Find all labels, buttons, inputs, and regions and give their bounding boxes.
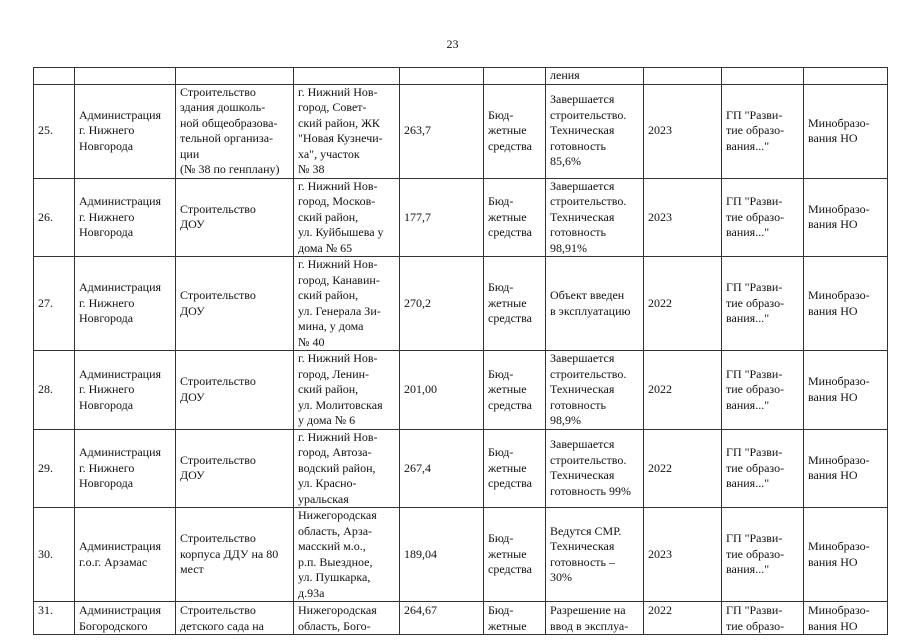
cell-year: 2023 (644, 508, 722, 602)
cell-year: 2023 (644, 84, 722, 178)
cell-project-name (176, 68, 294, 85)
projects-table (33, 67, 888, 635)
cell-organization: Администрация г.о.г. Арзамас (75, 508, 176, 602)
cell-program: ГП "Разви- тие образо- вания..." (722, 351, 804, 430)
cell-funding-source: Бюд- жетные средства (484, 429, 546, 508)
cell-ministry (804, 68, 888, 85)
page-number: 23 (446, 37, 459, 51)
cell-project-name: Строительство ДОУ (176, 351, 294, 430)
cell-address: Нижегородская область, Арза- масский м.о., р.п. Выездное, ул. Пушкарка, д.93а (294, 508, 400, 602)
table-row (34, 351, 888, 430)
cell-row-number: 28. (34, 351, 75, 430)
cell-funding-source: Бюд- жетные средства (484, 84, 546, 178)
cell-organization: Администрация г. Нижнего Новгорода (75, 84, 176, 178)
cell-funding-source: Бюд- жетные средства (484, 508, 546, 602)
cell-project-name: Строительство ДОУ (176, 257, 294, 351)
cell-funding-source: Бюд- жетные средства (484, 351, 546, 430)
cell-ministry: Минобразо- вания НО (804, 178, 888, 257)
cell-amount: 189,04 (400, 508, 484, 602)
cell-status: ления (546, 68, 644, 85)
cell-ministry: Минобразо- вания НО (804, 257, 888, 351)
cell-amount (400, 68, 484, 85)
cell-year (644, 68, 722, 85)
cell-funding-source: Бюд- жетные (484, 602, 546, 635)
cell-organization (75, 68, 176, 85)
cell-address (294, 68, 400, 85)
cell-organization: Администрация г. Нижнего Новгорода (75, 429, 176, 508)
cell-amount: 270,2 (400, 257, 484, 351)
cell-address: г. Нижний Нов- город, Совет- ский район, ЖК "Новая Кузнечи- ха", участок № 38 (294, 84, 400, 178)
table-row (34, 429, 888, 508)
cell-address: г. Нижний Нов- город, Ленин- ский район, ул. Молитовская у дома № 6 (294, 351, 400, 430)
cell-organization: Администрация г. Нижнего Новгорода (75, 178, 176, 257)
cell-program: ГП "Разви- тие образо- вания..." (722, 178, 804, 257)
cell-year: 2022 (644, 429, 722, 508)
cell-row-number: 31. (34, 602, 75, 635)
table-row (34, 84, 888, 178)
cell-status: Завершается строительство. Техническая готовность 98,9% (546, 351, 644, 430)
cell-address: г. Нижний Нов- город, Автоза- водский район, ул. Красно- уральская (294, 429, 400, 508)
cell-row-number: 29. (34, 429, 75, 508)
table-row-continued (34, 68, 888, 85)
cell-project-name: Строительство детского сада на (176, 602, 294, 635)
cell-status: Объект введен в эксплуатацию (546, 257, 644, 351)
cell-year: 2022 (644, 257, 722, 351)
cell-year: 2022 (644, 602, 722, 635)
cell-program: ГП "Разви- тие образо- вания..." (722, 257, 804, 351)
cell-status: Разрешение на ввод в эксплуа- (546, 602, 644, 635)
cell-amount: 201,00 (400, 351, 484, 430)
table-row (34, 257, 888, 351)
cell-year: 2023 (644, 178, 722, 257)
cell-funding-source (484, 68, 546, 85)
cell-ministry: Минобразо- вания НО (804, 351, 888, 430)
cell-ministry: Минобразо- вания НО (804, 84, 888, 178)
cell-ministry: Минобразо- вания НО (804, 508, 888, 602)
cell-program (722, 68, 804, 85)
cell-row-number: 25. (34, 84, 75, 178)
cell-amount: 267,4 (400, 429, 484, 508)
table-row (34, 178, 888, 257)
cell-project-name: Строительство здания дошколь- ной общеобразова- тельной организа- ции (№ 38 по генплану) (176, 84, 294, 178)
cell-status: Завершается строительство. Техническая готовность 99% (546, 429, 644, 508)
cell-amount: 177,7 (400, 178, 484, 257)
cell-amount: 263,7 (400, 84, 484, 178)
cell-row-number: 26. (34, 178, 75, 257)
cell-program: ГП "Разви- тие образо- вания..." (722, 429, 804, 508)
cell-organization: Администрация г. Нижнего Новгорода (75, 351, 176, 430)
cell-project-name: Строительство корпуса ДДУ на 80 мест (176, 508, 294, 602)
cell-ministry: Минобразо- вания НО (804, 429, 888, 508)
cell-organization: Администрация Богородского (75, 602, 176, 635)
cell-project-name: Строительство ДОУ (176, 178, 294, 257)
cell-row-number: 27. (34, 257, 75, 351)
cell-amount: 264,67 (400, 602, 484, 635)
cell-program: ГП "Разви- тие образо- вания..." (722, 508, 804, 602)
cell-status: Ведутся СМР. Техническая готовность – 30% (546, 508, 644, 602)
cell-funding-source: Бюд- жетные средства (484, 178, 546, 257)
cell-address: г. Нижний Нов- город, Москов- ский район, ул. Куйбышева у дома № 65 (294, 178, 400, 257)
cell-organization: Администрация г. Нижнего Новгорода (75, 257, 176, 351)
cell-status: Завершается строительство. Техническая готовность 98,91% (546, 178, 644, 257)
cell-year: 2022 (644, 351, 722, 430)
cell-program: ГП "Разви- тие образо- вания..." (722, 84, 804, 178)
cell-project-name: Строительство ДОУ (176, 429, 294, 508)
table-row (34, 602, 888, 635)
cell-address: г. Нижний Нов- город, Канавин- ский район, ул. Генерала Зи- мина, у дома № 40 (294, 257, 400, 351)
cell-program: ГП "Разви- тие образо- (722, 602, 804, 635)
cell-row-number (34, 68, 75, 85)
cell-row-number: 30. (34, 508, 75, 602)
cell-status: Завершается строительство. Техническая готовность 85,6% (546, 84, 644, 178)
cell-funding-source: Бюд- жетные средства (484, 257, 546, 351)
table-row (34, 508, 888, 602)
cell-address: Нижегородская область, Бого- (294, 602, 400, 635)
cell-ministry: Минобразо- вания НО (804, 602, 888, 635)
